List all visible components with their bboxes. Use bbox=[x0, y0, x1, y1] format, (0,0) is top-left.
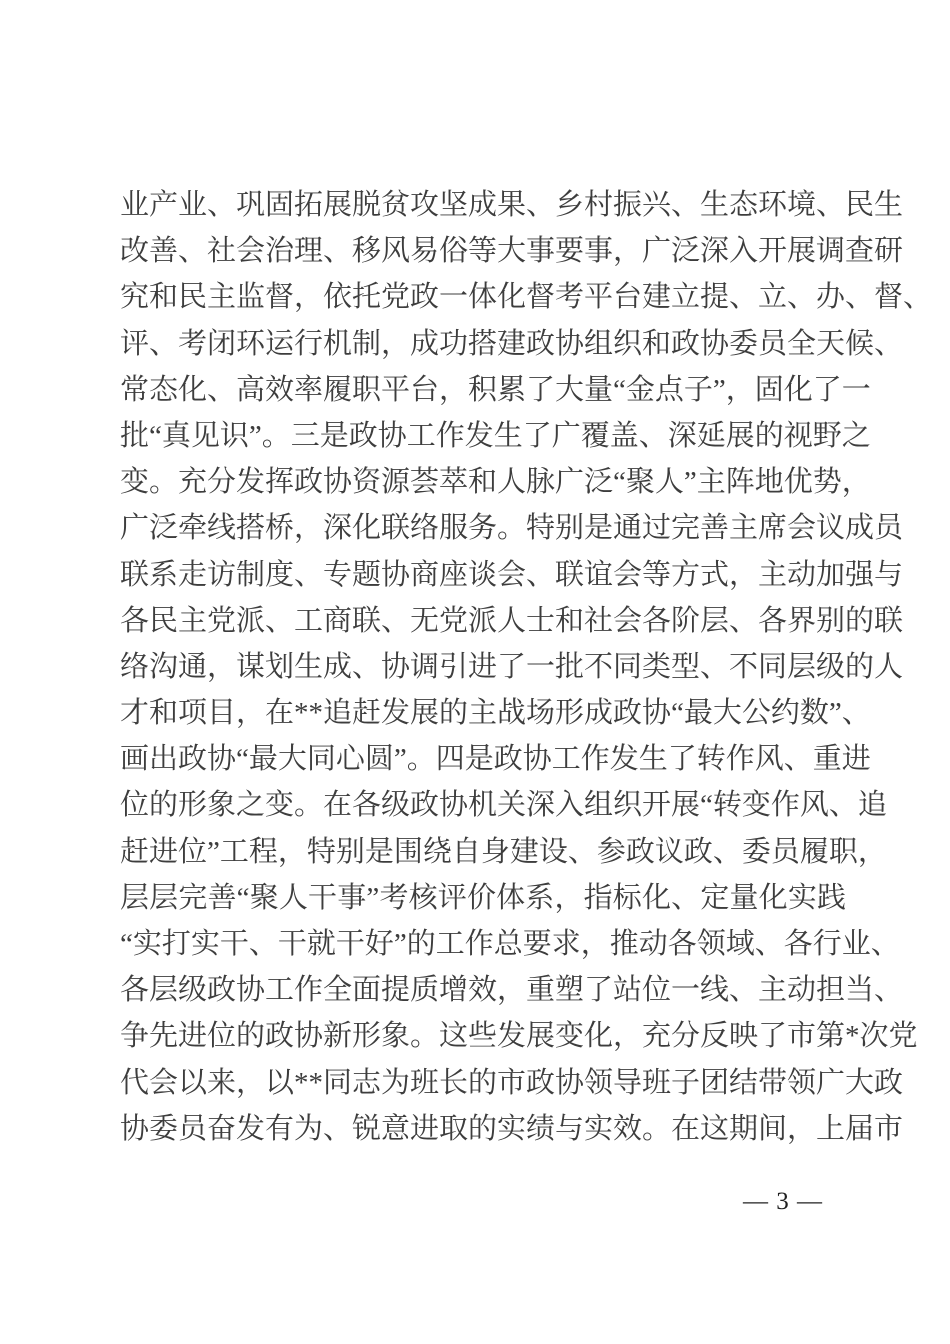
text-line: 批“真见识”。三是政协工作发生了广覆盖、深延展的视野之 bbox=[120, 419, 871, 452]
text-line: 协委员奋发有为、锐意进取的实绩与实效。在这期间，上届市 bbox=[120, 1112, 904, 1145]
text-line: 改善、社会治理、移风易俗等大事要事，广泛深入开展调查研 bbox=[120, 235, 904, 268]
text-line: 位的形象之变。在各级政协机关深入组织开展“转变作风、追 bbox=[120, 789, 887, 822]
text-line: 画出政协“最大同心圆”。四是政协工作发生了转作风、重进 bbox=[120, 743, 871, 776]
page-number: — 3 — bbox=[743, 1188, 823, 1215]
text-line: 争先进位的政协新形象。这些发展变化，充分反映了市第*次党 bbox=[120, 1020, 918, 1053]
text-line: 变。充分发挥政协资源荟萃和人脉广泛“聚人”主阵地优势， bbox=[120, 466, 871, 499]
text-line: 代会以来，以**同志为班长的市政协领导班子团结带领广大政 bbox=[120, 1066, 904, 1099]
text-line: 广泛牵线搭桥，深化联络服务。特别是通过完善主席会议成员 bbox=[120, 512, 904, 545]
text-line: “实打实干、干就干好”的工作总要求，推动各领域、各行业、 bbox=[120, 928, 900, 960]
text-line: 络沟通，谋划生成、协调引进了一批不同类型、不同层级的人 bbox=[120, 650, 904, 683]
text-line: 各民主党派、工商联、无党派人士和社会各阶层、各界别的联 bbox=[120, 604, 904, 637]
text-line: 联系走访制度、专题协商座谈会、联谊会等方式，主动加强与 bbox=[120, 558, 904, 591]
body-text-block bbox=[120, 182, 933, 1152]
text-line: 赶进位”工程，特别是围绕自身建设、参政议政、委员履职， bbox=[120, 835, 887, 868]
text-line: 才和项目，在**追赶发展的主战场形成政协“最大公约数”、 bbox=[120, 697, 871, 730]
text-line: 常态化、高效率履职平台，积累了大量“金点子”，固化了一 bbox=[120, 373, 871, 406]
text-line: 各层级政协工作全面提质增效，重塑了站位一线、主动担当、 bbox=[120, 974, 904, 1007]
text-line: 业产业、巩固拓展脱贫攻坚成果、乡村振兴、生态环境、民生 bbox=[120, 189, 904, 221]
text-line: 究和民主监督，依托党政一体化督考平台建立提、立、办、督、 bbox=[120, 281, 933, 314]
text-line: 评、考闭环运行机制，成功搭建政协组织和政协委员全天候、 bbox=[120, 327, 904, 360]
text-line: 层层完善“聚人干事”考核评价体系，指标化、定量化实践 bbox=[120, 881, 846, 914]
